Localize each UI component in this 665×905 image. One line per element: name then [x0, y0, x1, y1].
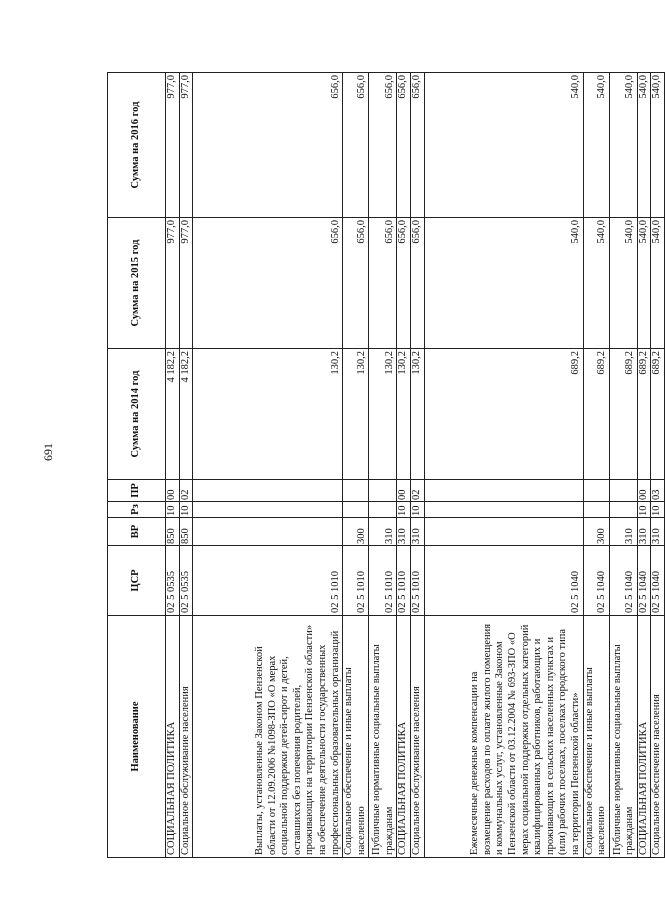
cell-sum-2014: 130,2: [397, 349, 411, 480]
cell-sum-2014: 130,2: [343, 349, 369, 480]
cell-name: СОЦИАЛЬНАЯ ПОЛИТИКА: [166, 616, 180, 858]
cell-name: Социальное обслуживание населения: [179, 616, 193, 858]
table-row: [424, 73, 583, 858]
cell-sum-2015: 656,0: [369, 218, 397, 349]
table-row: [193, 73, 343, 858]
cell-sum-2016: 656,0: [343, 73, 369, 218]
budget-table: [107, 72, 665, 858]
cell-pr: [369, 480, 397, 502]
cell-vr: 310: [637, 518, 651, 546]
cell-csr: 02 5 1040: [651, 546, 665, 616]
cell-pr: 02: [179, 480, 193, 502]
cell-name: Социальное обеспечение населения: [651, 616, 665, 858]
cell-csr: 02 5 1010: [410, 546, 424, 616]
cell-name: Социальное обслуживание населения: [410, 616, 424, 858]
cell-rz: 10: [637, 502, 651, 518]
cell-sum-2014: 4 182,2: [179, 349, 193, 480]
header-vr: ВР: [108, 518, 166, 546]
cell-rz: [193, 502, 343, 518]
cell-csr: 02 5 1010: [397, 546, 411, 616]
cell-rz: [343, 502, 369, 518]
cell-rz: 10: [166, 502, 180, 518]
table-row: [651, 73, 665, 858]
cell-rz: [583, 502, 609, 518]
cell-sum-2015: 540,0: [424, 218, 583, 349]
cell-sum-2014: 689,2: [651, 349, 665, 480]
table-row: [166, 73, 180, 858]
cell-sum-2014: 689,2: [609, 349, 637, 480]
cell-sum-2015: 540,0: [637, 218, 651, 349]
table-row: [583, 73, 609, 858]
page-number: 691: [41, 443, 55, 461]
cell-sum-2016: 977,0: [179, 73, 193, 218]
cell-sum-2014: 689,2: [583, 349, 609, 480]
cell-csr: 02 5 1040: [637, 546, 651, 616]
cell-sum-2015: 540,0: [651, 218, 665, 349]
cell-sum-2014: 130,2: [369, 349, 397, 480]
cell-sum-2016: 977,0: [166, 73, 180, 218]
table-row: [609, 73, 637, 858]
header-csr: ЦСР: [108, 546, 166, 616]
table-header: [108, 73, 166, 858]
table-row: [369, 73, 397, 858]
table-row: [179, 73, 193, 858]
cell-pr: [424, 480, 583, 502]
header-sum-2014: Сумма на 2014 год: [108, 349, 166, 480]
cell-csr: 02 5 1010: [343, 546, 369, 616]
cell-name: Публичные нормативные социальные выплаты гражданам: [369, 616, 397, 858]
cell-sum-2015: 977,0: [179, 218, 193, 349]
cell-sum-2014: 4 182,2: [166, 349, 180, 480]
cell-pr: [583, 480, 609, 502]
cell-sum-2016: 540,0: [424, 73, 583, 218]
cell-vr: 310: [410, 518, 424, 546]
cell-pr: 00: [166, 480, 180, 502]
cell-sum-2016: 656,0: [193, 73, 343, 218]
cell-sum-2016: 656,0: [369, 73, 397, 218]
cell-sum-2015: 656,0: [410, 218, 424, 349]
cell-rz: [424, 502, 583, 518]
cell-pr: [193, 480, 343, 502]
cell-rz: 10: [179, 502, 193, 518]
cell-sum-2016: 656,0: [410, 73, 424, 218]
header-sum-2016: Сумма на 2016 год: [108, 73, 166, 218]
cell-vr: 850: [179, 518, 193, 546]
cell-sum-2016: 540,0: [583, 73, 609, 218]
cell-pr: 00: [637, 480, 651, 502]
cell-rz: [369, 502, 397, 518]
cell-name: Выплаты, установленные Законом Пензенской области от 12.09.2006 №1098-ЗПО «О мерах социальной поддержки детей-сирот и детей, оставшихся без попечения родителей, проживающих на территории Пензенской области» на обеспечение деятельности государственных профессиональных образовательных организаций: [193, 616, 343, 858]
cell-rz: 10: [397, 502, 411, 518]
cell-sum-2014: 689,2: [637, 349, 651, 480]
cell-pr: 02: [410, 480, 424, 502]
header-pr: ПР: [108, 480, 166, 502]
cell-pr: 03: [651, 480, 665, 502]
table-row: [637, 73, 651, 858]
cell-name: Социальное обеспечение и иные выплаты населению: [583, 616, 609, 858]
cell-rz: 10: [651, 502, 665, 518]
cell-csr: 02 5 1010: [369, 546, 397, 616]
cell-sum-2015: 977,0: [166, 218, 180, 349]
header-rz: Рз: [108, 502, 166, 518]
cell-csr: 02 5 1040: [583, 546, 609, 616]
table-row: [410, 73, 424, 858]
cell-vr: 310: [651, 518, 665, 546]
cell-vr: 300: [583, 518, 609, 546]
cell-sum-2015: 540,0: [609, 218, 637, 349]
header-sum-2015: Сумма на 2015 год: [108, 218, 166, 349]
cell-csr: 02 5 1040: [424, 546, 583, 616]
cell-name: СОЦИАЛЬНАЯ ПОЛИТИКА: [397, 616, 411, 858]
cell-vr: 310: [397, 518, 411, 546]
cell-sum-2016: 540,0: [651, 73, 665, 218]
cell-csr: 02 5 1040: [609, 546, 637, 616]
cell-sum-2014: 689,2: [424, 349, 583, 480]
cell-vr: 310: [609, 518, 637, 546]
cell-pr: [609, 480, 637, 502]
cell-csr: 02 5 0535: [166, 546, 180, 616]
cell-vr: 850: [166, 518, 180, 546]
rotated-page: [107, 73, 663, 858]
cell-sum-2016: 656,0: [397, 73, 411, 218]
cell-sum-2015: 656,0: [397, 218, 411, 349]
cell-sum-2014: 130,2: [410, 349, 424, 480]
cell-name: Публичные нормативные социальные выплаты гражданам: [609, 616, 637, 858]
cell-vr: [193, 518, 343, 546]
cell-vr: 300: [343, 518, 369, 546]
cell-csr: 02 5 1010: [193, 546, 343, 616]
cell-rz: 10: [410, 502, 424, 518]
cell-sum-2015: 540,0: [583, 218, 609, 349]
table-row: [397, 73, 411, 858]
cell-vr: 310: [369, 518, 397, 546]
cell-vr: [424, 518, 583, 546]
cell-sum-2016: 540,0: [637, 73, 651, 218]
cell-pr: 00: [397, 480, 411, 502]
cell-sum-2015: 656,0: [193, 218, 343, 349]
cell-rz: [609, 502, 637, 518]
table-row: [343, 73, 369, 858]
header-name: Наименование: [108, 616, 166, 858]
cell-sum-2016: 540,0: [609, 73, 637, 218]
cell-csr: 02 5 0535: [179, 546, 193, 616]
cell-name: СОЦИАЛЬНАЯ ПОЛИТИКА: [637, 616, 651, 858]
cell-pr: [343, 480, 369, 502]
cell-name: Ежемесячные денежные компенсации на возмещение расходов по оплате жилого помещения и коммунальных услуг, установленные Законом Пензенской области от 03.12.2004 № 693-ЗПО «О мерах социальной поддержки отдельных категорий квалифицированных работников, работающих и проживающих в сельских населенных пунктах и (или) рабочих поселках, поселках городского типа на территории Пензенской области»: [424, 616, 583, 858]
cell-sum-2015: 656,0: [343, 218, 369, 349]
cell-name: Социальное обеспечение и иные выплаты населению: [343, 616, 369, 858]
cell-sum-2014: 130,2: [193, 349, 343, 480]
